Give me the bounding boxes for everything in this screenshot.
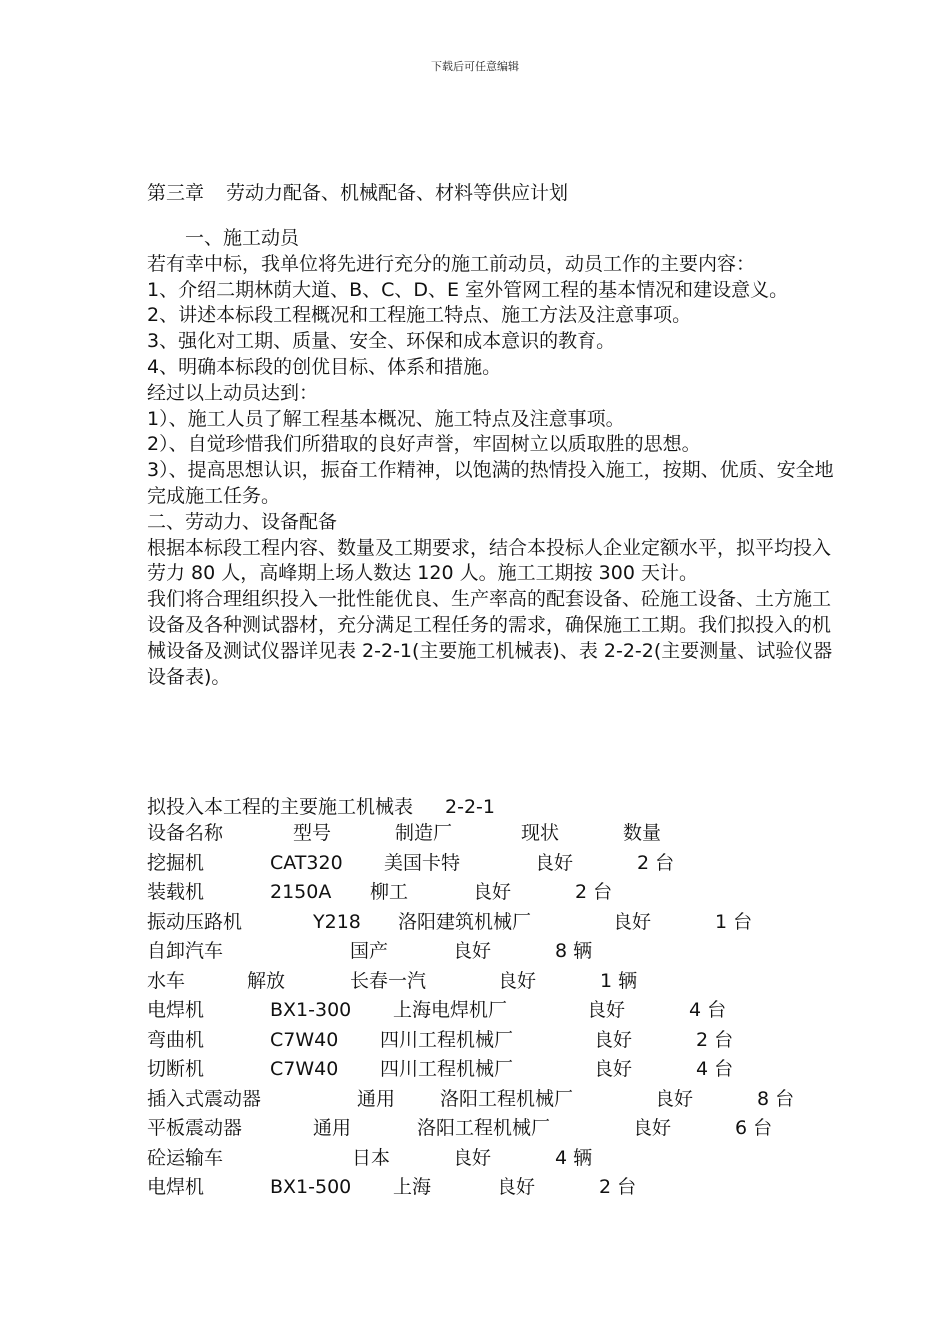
- chapter-title: [147, 178, 568, 205]
- section2-paragraph: 我们将合理组织投入一批性能优良、生产率高的配套设备、砼施工设备、土方施工设备及各种测试器材，充分满足工程任务的需求，确保施工工期。我们拟投入的机械设备及测试仪器详见表 2-2-1(主要施工机械表)、表 2-2-2(主要测量、试验仪器设备表)。: [147, 588, 833, 688]
- cell-model: Y218: [313, 910, 361, 933]
- result-intro: 经过以上动员达到：: [147, 381, 319, 404]
- cell-quantity: 4 台: [696, 1058, 734, 1081]
- cell-name: 振动压路机: [147, 910, 243, 933]
- cell-model: 解放: [247, 969, 286, 992]
- cell-name: 砼运输车: [147, 1146, 224, 1169]
- cell-quantity: 2 台: [575, 881, 613, 904]
- table-code: 2-2-1: [445, 796, 495, 818]
- cell-status: 良好: [594, 1028, 633, 1051]
- cell-quantity: 4 辆: [555, 1146, 593, 1169]
- document-body: [147, 226, 837, 690]
- section1-item: 1、介绍二期林荫大道、B、C、D、E 室外管网工程的基本情况和建设意义。: [147, 278, 789, 301]
- section1-heading: 一、施工动员: [185, 227, 300, 249]
- cell-quantity: 1 台: [715, 910, 753, 933]
- cell-model: BX1-500: [270, 1175, 352, 1198]
- cell-name: 挖掘机: [147, 852, 205, 874]
- header-status: 现状: [521, 822, 560, 844]
- cell-quantity: 2 台: [637, 852, 675, 874]
- section2-paragraph: 根据本标段工程内容、数量及工期要求，结合本投标人企业定额水平，拟平均投入劳力 80 人，高峰期上场人数达 120 人。施工工期按 300 天计。: [147, 536, 832, 585]
- cell-quantity: 4 台: [689, 999, 727, 1022]
- result-item: 1）、施工人员了解工程基本概况、施工特点及注意事项。: [147, 407, 625, 430]
- result-item: 2）、自觉珍惜我们所猎取的良好声誉，牢固树立以质取胜的思想。: [147, 433, 701, 456]
- cell-maker: 四川工程机械厂: [380, 1028, 514, 1051]
- cell-status: 良好: [587, 999, 626, 1022]
- header-name: 设备名称: [147, 822, 224, 844]
- cell-name: 电焊机: [147, 1175, 205, 1198]
- cell-maker: 洛阳工程机械厂: [417, 1117, 551, 1140]
- cell-maker: 洛阳工程机械厂: [440, 1087, 574, 1110]
- cell-model: 2150A: [270, 881, 332, 904]
- cell-maker: 国产: [350, 940, 389, 963]
- cell-status: 良好: [613, 910, 652, 933]
- chapter-label: 第三章: [147, 182, 205, 204]
- header-maker: 制造厂: [395, 822, 453, 844]
- table-title-text: 拟投入本工程的主要施工机械表: [147, 796, 414, 818]
- cell-maker: 上海电焊机厂: [393, 999, 508, 1022]
- cell-status: 良好: [498, 969, 537, 992]
- section1-item: 3、强化对工期、质量、安全、环保和成本意识的教育。: [147, 330, 616, 353]
- cell-status: 良好: [473, 881, 512, 904]
- cell-quantity: 2 台: [696, 1028, 734, 1051]
- cell-name: 自卸汽车: [147, 940, 224, 963]
- cell-maker: 美国卡特: [384, 852, 461, 874]
- header-quantity: 数量: [623, 822, 662, 844]
- section1-item: 2、讲述本标段工程概况和工程施工特点、施工方法及注意事项。: [147, 304, 692, 327]
- cell-model: C7W40: [270, 1028, 339, 1051]
- cell-model: BX1-300: [270, 999, 352, 1022]
- cell-model: 通用: [357, 1087, 396, 1110]
- chapter-heading: 劳动力配备、机械配备、材料等供应计划: [226, 182, 569, 204]
- cell-name: 水车: [147, 969, 186, 992]
- cell-quantity: 8 辆: [555, 940, 593, 963]
- cell-quantity: 6 台: [735, 1117, 773, 1140]
- cell-model: 通用: [313, 1117, 352, 1140]
- section1-intro: 若有幸中标，我单位将先进行充分的施工前动员，动员工作的主要内容：: [147, 252, 756, 275]
- cell-name: 电焊机: [147, 999, 205, 1022]
- result-item: 3）、提高思想认识，振奋工作精神，以饱满的热情投入施工，按期、优质、安全地完成施工任务。: [147, 459, 834, 507]
- cell-maker: 日本: [352, 1146, 391, 1169]
- cell-maker: 四川工程机械厂: [380, 1058, 514, 1081]
- cell-status: 良好: [535, 852, 574, 874]
- cell-status: 良好: [453, 940, 492, 963]
- cell-status: 良好: [497, 1175, 536, 1198]
- cell-maker: 上海: [393, 1175, 432, 1198]
- cell-status: 良好: [594, 1058, 633, 1081]
- cell-model: C7W40: [270, 1058, 339, 1081]
- cell-name: 插入式震动器: [147, 1087, 262, 1110]
- cell-status: 良好: [633, 1117, 672, 1140]
- cell-name: 切断机: [147, 1058, 205, 1081]
- cell-maker: 长春一汽: [350, 969, 427, 992]
- cell-name: 弯曲机: [147, 1028, 205, 1051]
- cell-name: 装载机: [147, 881, 205, 904]
- page-header: 下载后可任意编辑: [431, 60, 519, 73]
- cell-quantity: 8 台: [757, 1087, 795, 1110]
- section2-heading: 二、劳动力、设备配备: [147, 510, 338, 533]
- section1-item: 4、明确本标段的创优目标、体系和措施。: [147, 355, 502, 378]
- cell-status: 良好: [453, 1146, 492, 1169]
- cell-quantity: 1 辆: [600, 969, 638, 992]
- cell-maker: 洛阳建筑机械厂: [398, 910, 532, 933]
- table-title: [147, 792, 495, 819]
- cell-status: 良好: [655, 1087, 694, 1110]
- cell-model: CAT320: [270, 852, 343, 874]
- cell-name: 平板震动器: [147, 1117, 243, 1140]
- cell-maker: 柳工: [370, 881, 409, 904]
- cell-quantity: 2 台: [599, 1175, 637, 1198]
- header-model: 型号: [293, 822, 332, 844]
